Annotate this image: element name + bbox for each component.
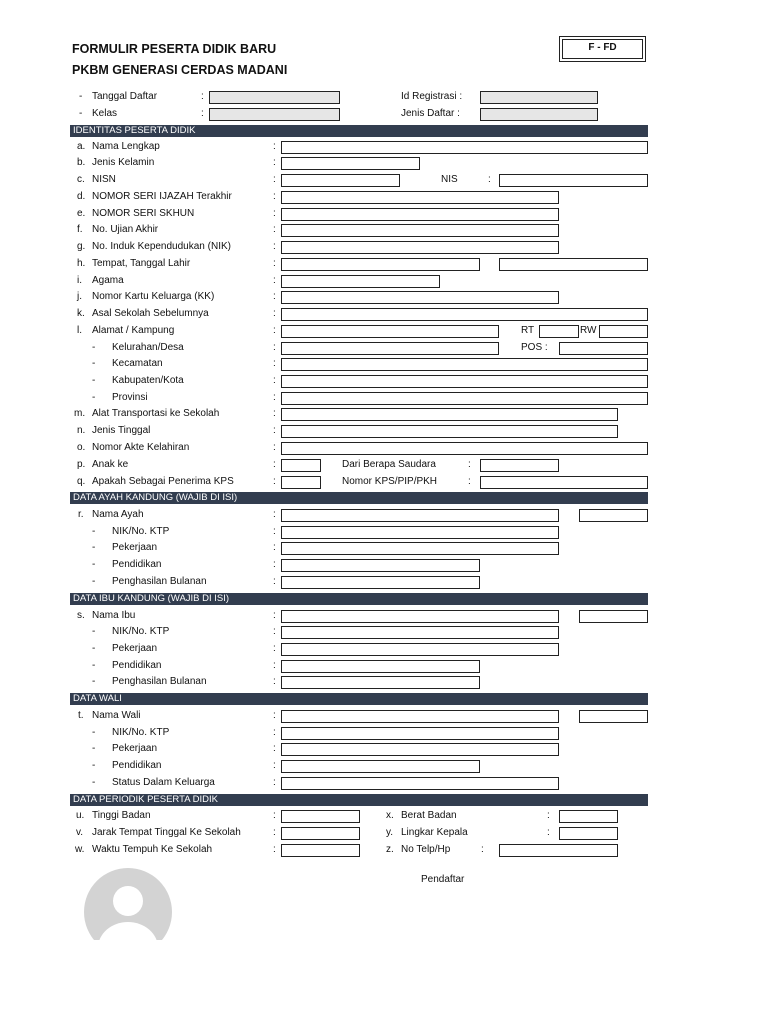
colon: : (273, 810, 276, 821)
ibu-penghasilan-field[interactable] (281, 676, 480, 689)
ibu-pendidikan-label: Pendidikan (112, 660, 162, 671)
colon: : (273, 375, 276, 386)
colon: : (273, 760, 276, 771)
pos-label: POS : (521, 342, 548, 353)
jenis-kelamin-field[interactable] (281, 157, 420, 170)
dash: - (92, 643, 96, 654)
dash: - (92, 760, 96, 771)
colon: : (273, 408, 276, 419)
colon: : (201, 108, 204, 119)
colon: : (547, 827, 550, 838)
row-letter: c. (77, 174, 85, 185)
row-letter: d. (77, 191, 86, 202)
colon: : (273, 844, 276, 855)
berat-badan-field[interactable] (559, 810, 618, 823)
ibu-nik-field[interactable] (281, 626, 559, 639)
ijazah-field[interactable] (281, 191, 559, 204)
row-letter: r. (78, 509, 84, 520)
row-letter: a. (77, 141, 86, 152)
wali-pekerjaan-field[interactable] (281, 743, 559, 756)
section-wali: DATA WALI (70, 693, 648, 705)
tinggi-badan-field[interactable] (281, 810, 360, 823)
kelas-label: Kelas (92, 108, 118, 119)
rw-label: RW (580, 325, 597, 336)
row-letter: t. (78, 710, 84, 721)
colon: : (468, 476, 471, 487)
kps-label: Apakah Sebagai Penerima KPS (92, 476, 234, 487)
wali-pekerjaan-label: Pekerjaan (112, 743, 158, 754)
colon: : (273, 509, 276, 520)
jarak-field[interactable] (281, 827, 360, 840)
wali-pendidikan-label: Pendidikan (112, 760, 162, 771)
row-letter: f. (77, 224, 83, 235)
saudara-label: Dari Berapa Saudara (342, 459, 436, 470)
colon: : (273, 743, 276, 754)
kecamatan-label: Kecamatan (112, 358, 163, 369)
row-letter: j. (77, 291, 82, 302)
ayah-pendidikan-label: Pendidikan (112, 559, 162, 570)
ayah-penghasilan-label: Penghasilan Bulanan (112, 576, 207, 587)
pendaftar-label: Pendaftar (421, 874, 465, 885)
wali-extra-field[interactable] (579, 710, 648, 723)
rt-label: RT (521, 325, 535, 336)
asal-sekolah-field[interactable] (281, 308, 648, 321)
form-subtitle: PKBM GENERASI CERDAS MADANI (72, 63, 288, 77)
row-letter: b. (77, 157, 86, 168)
colon: : (273, 476, 276, 487)
nama-ayah-label: Nama Ayah (92, 509, 144, 520)
row-letter: l. (77, 325, 82, 336)
rw-field[interactable] (599, 325, 648, 338)
dash: - (92, 660, 96, 671)
dash: - (92, 676, 96, 687)
wali-nik-field[interactable] (281, 727, 559, 740)
ibu-penghasilan-label: Penghasilan Bulanan (112, 676, 207, 687)
jenis-tinggal-field[interactable] (281, 425, 618, 438)
nisn-label: NISN (92, 174, 116, 185)
colon: : (201, 91, 204, 102)
colon: : (547, 810, 550, 821)
nis-label: NIS (441, 174, 458, 185)
row-letter: z. (386, 844, 394, 855)
colon: : (273, 342, 276, 353)
colon: : (273, 542, 276, 553)
dash: - (92, 777, 96, 788)
jenis-kelamin-label: Jenis Kelamin (92, 157, 155, 168)
section-identitas: IDENTITAS PESERTA DIDIK (70, 125, 648, 137)
row-letter: o. (77, 442, 86, 453)
tanggal-daftar-label: Tanggal Daftar (92, 91, 158, 102)
form-code: F - FD (559, 36, 646, 62)
dash: - (92, 727, 96, 738)
colon: : (273, 358, 276, 369)
kelurahan-label: Kelurahan/Desa (112, 342, 184, 353)
form-title: FORMULIR PESERTA DIDIK BARU (72, 42, 277, 56)
wali-nik-label: NIK/No. KTP (112, 727, 170, 738)
colon: : (273, 157, 276, 168)
anak-ke-label: Anak ke (92, 459, 129, 470)
colon: : (273, 224, 276, 235)
nik-label: No. Induk Kependudukan (NIK) (92, 241, 231, 252)
row-letter: i. (77, 275, 82, 286)
ttl-label: Tempat, Tanggal Lahir (92, 258, 191, 269)
dash: - (92, 576, 96, 587)
pos-field[interactable] (559, 342, 648, 355)
dash: - (92, 342, 96, 353)
colon: : (273, 526, 276, 537)
colon: : (273, 392, 276, 403)
ayah-nik-label: NIK/No. KTP (112, 526, 170, 537)
row-letter: p. (77, 459, 86, 470)
ijazah-label: NOMOR SERI IJAZAH Terakhir (92, 191, 232, 202)
colon: : (273, 727, 276, 738)
berat-badan-label: Berat Badan (401, 810, 457, 821)
kabupaten-label: Kabupaten/Kota (112, 375, 184, 386)
transportasi-field[interactable] (281, 408, 618, 421)
kelas-field[interactable] (209, 108, 340, 121)
jenis-daftar-field[interactable] (480, 108, 598, 121)
tanggal-lahir-field[interactable] (499, 258, 648, 271)
colon: : (273, 610, 276, 621)
wali-status-label: Status Dalam Keluarga (112, 777, 215, 788)
nisn-field[interactable] (281, 174, 400, 187)
tempat-lahir-field[interactable] (281, 258, 480, 271)
row-letter: k. (77, 308, 85, 319)
row-letter: e. (77, 208, 86, 219)
kk-label: Nomor Kartu Keluarga (KK) (92, 291, 215, 302)
row-letter: h. (77, 258, 86, 269)
telp-label: No Telp/Hp (401, 844, 451, 855)
asal-sekolah-label: Asal Sekolah Sebelumnya (92, 308, 209, 319)
ayah-penghasilan-field[interactable] (281, 576, 480, 589)
provinsi-field[interactable] (281, 392, 648, 405)
kabupaten-field[interactable] (281, 375, 648, 388)
colon: : (273, 325, 276, 336)
dash: - (92, 743, 96, 754)
nama-ayah-field[interactable] (281, 509, 559, 522)
id-registrasi-label: Id Registrasi : (401, 91, 463, 102)
alamat-label: Alamat / Kampung (92, 325, 175, 336)
id-registrasi-field[interactable] (480, 91, 598, 104)
colon: : (273, 291, 276, 302)
skhun-label: NOMOR SERI SKHUN (92, 208, 195, 219)
colon: : (273, 258, 276, 269)
waktu-tempuh-label: Waktu Tempuh Ke Sekolah (92, 844, 213, 855)
nomor-kps-field[interactable] (480, 476, 648, 489)
row-letter: v. (76, 827, 84, 838)
waktu-tempuh-field[interactable] (281, 844, 360, 857)
lingkar-kepala-field[interactable] (559, 827, 618, 840)
colon: : (273, 308, 276, 319)
lingkar-kepala-label: Lingkar Kepala (401, 827, 468, 838)
jenis-tinggal-label: Jenis Tinggal (92, 425, 151, 436)
colon: : (273, 174, 276, 185)
nama-lengkap-field[interactable] (281, 141, 648, 154)
colon: : (273, 710, 276, 721)
photo-placeholder[interactable] (80, 868, 176, 940)
kps-field[interactable] (281, 476, 321, 489)
ibu-pekerjaan-label: Pekerjaan (112, 643, 158, 654)
row-letter: q. (77, 476, 86, 487)
row-letter: u. (76, 810, 85, 821)
nomor-kps-label: Nomor KPS/PIP/PKH (342, 476, 438, 487)
colon: : (468, 459, 471, 470)
colon: : (273, 141, 276, 152)
nama-lengkap-label: Nama Lengkap (92, 141, 160, 152)
agama-label: Agama (92, 275, 124, 286)
ayah-pekerjaan-field[interactable] (281, 542, 559, 555)
nama-wali-label: Nama Wali (92, 710, 141, 721)
jenis-daftar-label: Jenis Daftar : (401, 108, 460, 119)
colon: : (273, 643, 276, 654)
ibu-nik-label: NIK/No. KTP (112, 626, 170, 637)
akte-label: Nomor Akte Kelahiran (92, 442, 190, 453)
ayah-extra-field[interactable] (579, 509, 648, 522)
colon: : (273, 191, 276, 202)
colon: : (273, 425, 276, 436)
ayah-pendidikan-field[interactable] (281, 559, 480, 572)
colon: : (273, 459, 276, 470)
tinggi-badan-label: Tinggi Badan (92, 810, 151, 821)
dash: - (92, 542, 96, 553)
ayah-pekerjaan-label: Pekerjaan (112, 542, 158, 553)
row-letter: x. (386, 810, 394, 821)
ibu-extra-field[interactable] (579, 610, 648, 623)
transportasi-label: Alat Transportasi ke Sekolah (92, 408, 220, 419)
dash: - (92, 526, 96, 537)
saudara-field[interactable] (480, 459, 559, 472)
colon: : (273, 660, 276, 671)
wali-pendidikan-field[interactable] (281, 760, 480, 773)
dash: - (92, 626, 96, 637)
colon: : (488, 174, 491, 185)
avatar-icon (80, 868, 176, 940)
nama-wali-field[interactable] (281, 710, 559, 723)
dash: - (92, 559, 96, 570)
telp-field[interactable] (499, 844, 618, 857)
nama-ibu-label: Nama Ibu (92, 610, 136, 621)
row-letter: n. (77, 425, 86, 436)
ujian-akhir-label: No. Ujian Akhir (92, 224, 159, 235)
ayah-nik-field[interactable] (281, 526, 559, 539)
kelurahan-field[interactable] (281, 342, 499, 355)
ujian-akhir-field[interactable] (281, 224, 559, 237)
wali-status-field[interactable] (281, 777, 559, 790)
jarak-label: Jarak Tempat Tinggal Ke Sekolah (92, 827, 241, 838)
colon: : (273, 559, 276, 570)
colon: : (273, 626, 276, 637)
section-ayah: DATA AYAH KANDUNG (WAJIB DI ISI) (70, 492, 648, 504)
dash: - (92, 375, 96, 386)
section-ibu: DATA IBU KANDUNG (WAJIB DI ISI) (70, 593, 648, 605)
colon: : (273, 275, 276, 286)
row-letter: s. (77, 610, 85, 621)
colon: : (273, 676, 276, 687)
colon: : (273, 208, 276, 219)
ibu-pekerjaan-field[interactable] (281, 643, 559, 656)
anak-ke-field[interactable] (281, 459, 321, 472)
dash: - (92, 392, 96, 403)
agama-field[interactable] (281, 275, 440, 288)
colon: : (273, 241, 276, 252)
dash: - (92, 358, 96, 369)
row-letter: m. (74, 408, 86, 419)
nik-field[interactable] (281, 241, 559, 254)
rt-field[interactable] (539, 325, 579, 338)
row-letter: y. (386, 827, 394, 838)
row-letter: w. (75, 844, 85, 855)
dash: - (79, 91, 83, 102)
nama-ibu-field[interactable] (281, 610, 559, 623)
kk-field[interactable] (281, 291, 559, 304)
alamat-field[interactable] (281, 325, 499, 338)
ibu-pendidikan-field[interactable] (281, 660, 480, 673)
kecamatan-field[interactable] (281, 358, 648, 371)
colon: : (273, 576, 276, 587)
colon: : (273, 442, 276, 453)
akte-field[interactable] (281, 442, 648, 455)
colon: : (273, 777, 276, 788)
colon: : (273, 827, 276, 838)
colon: : (481, 844, 484, 855)
provinsi-label: Provinsi (112, 392, 148, 403)
tanggal-daftar-field[interactable] (209, 91, 340, 104)
dash: - (79, 108, 83, 119)
section-periodik: DATA PERIODIK PESERTA DIDIK (70, 794, 648, 806)
row-letter: g. (77, 241, 86, 252)
nis-field[interactable] (499, 174, 648, 187)
skhun-field[interactable] (281, 208, 559, 221)
